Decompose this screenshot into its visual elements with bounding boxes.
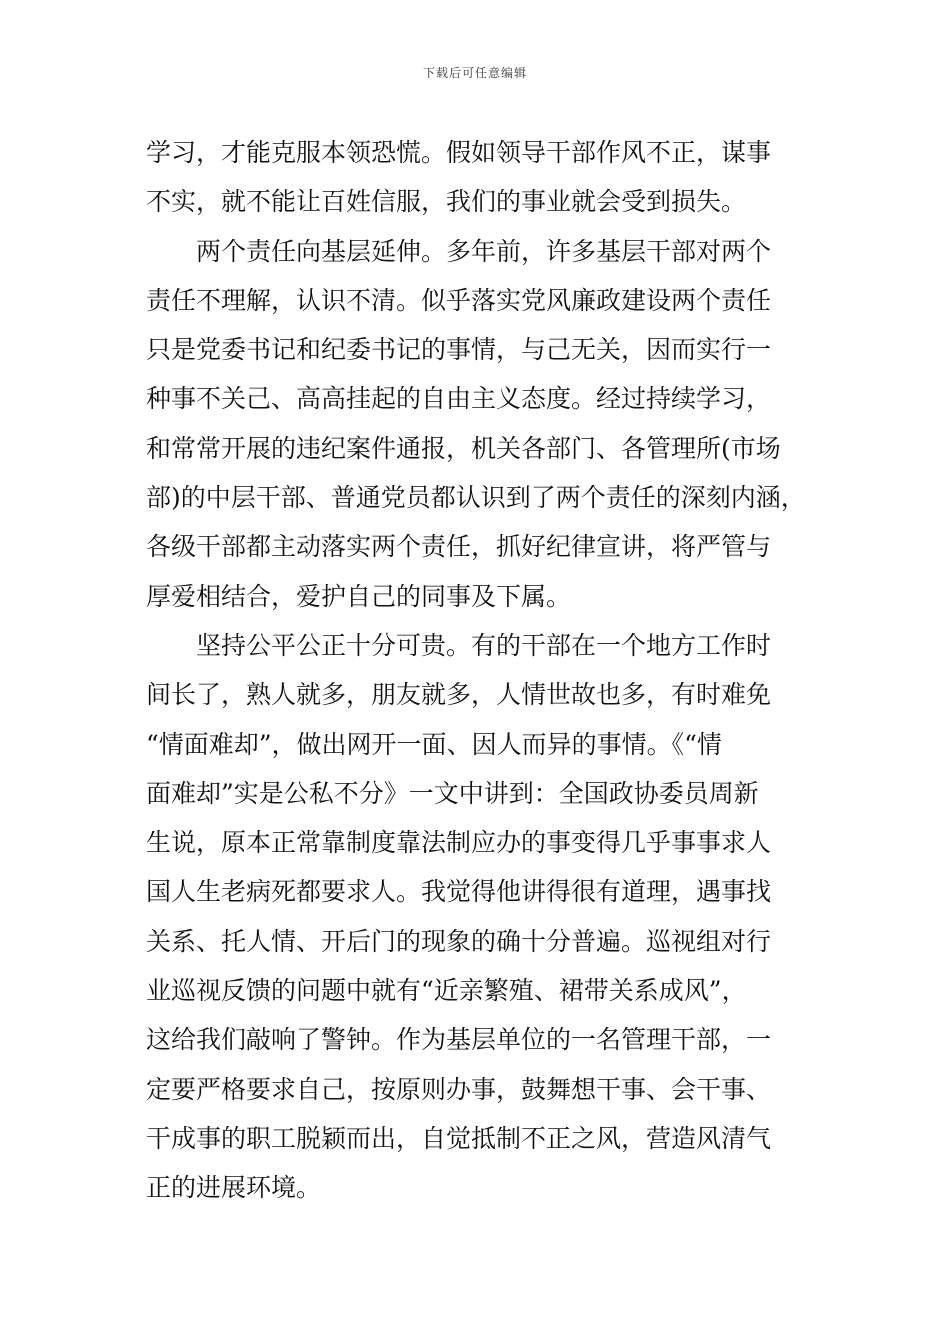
text-line: 部)的中层干部、普通党员都认识到了两个责任的深刻内涵， — [146, 483, 806, 513]
text-line: 干成事的职工脱颖而出，自觉抵制不正之风，营造风清气 — [146, 1123, 772, 1153]
page-header: 下载后可任意编辑 — [422, 66, 527, 80]
paragraph-3 — [146, 621, 826, 1213]
text-line: 不实，就不能让百姓信服，我们的事业就会受到损失。 — [146, 187, 747, 217]
text-line: 正的进展环境。 — [146, 1173, 322, 1203]
text-line: 国人生老病死都要求人。我觉得他讲得很有道理，遇事找 — [146, 877, 772, 907]
text-line: 坚持公平公正十分可贵。有的干部在一个地方工作时 — [196, 630, 772, 660]
text-line: 和常常开展的违纪案件通报，机关各部门、各管理所(市场 — [146, 433, 781, 463]
text-line: 业巡视反馈的问题中就有“近亲繁殖、裙带关系成风”， — [146, 976, 747, 1006]
text-line: 厚爱相结合，爱护自己的同事及下属。 — [146, 581, 572, 611]
text-line: 种事不关己、高高挂起的自由主义态度。经过持续学习， — [146, 384, 772, 414]
text-line: “情面难却”，做出网开一面、因人而异的事情。《“情 — [146, 729, 722, 759]
text-line: 生说，原本正常靠制度靠法制应办的事变得几乎事事求人 — [146, 828, 772, 858]
text-line: 只是党委书记和纪委书记的事情，与己无关，因而实行一 — [146, 335, 772, 365]
text-line: 面难却”实是公私不分》一文中讲到：全国政协委员周新 — [146, 778, 759, 808]
text-line: 各级干部都主动落实两个责任，抓好纪律宣讲，将严管与 — [146, 532, 772, 562]
text-line: 定要严格要求自己，按原则办事，鼓舞想干事、会干事、 — [146, 1074, 772, 1104]
text-line: 两个责任向基层延伸。多年前，许多基层干部对两个 — [196, 236, 772, 266]
text-line: 责任不理解，认识不清。似乎落实党风廉政建设两个责任 — [146, 285, 772, 315]
document-body — [146, 128, 826, 1213]
text-line: 学习，才能克服本领恐慌。假如领导干部作风不正，谋事 — [146, 138, 772, 167]
text-line: 关系、托人情、开后门的现象的确十分普遍。巡视组对行 — [146, 926, 772, 956]
paragraph-2 — [146, 227, 826, 621]
paragraph-1 — [146, 128, 826, 227]
text-line: 间长了，熟人就多，朋友就多，人情世故也多，有时难免 — [146, 680, 772, 710]
text-line: 这给我们敲响了警钟。作为基层单位的一名管理干部，一 — [146, 1025, 772, 1055]
